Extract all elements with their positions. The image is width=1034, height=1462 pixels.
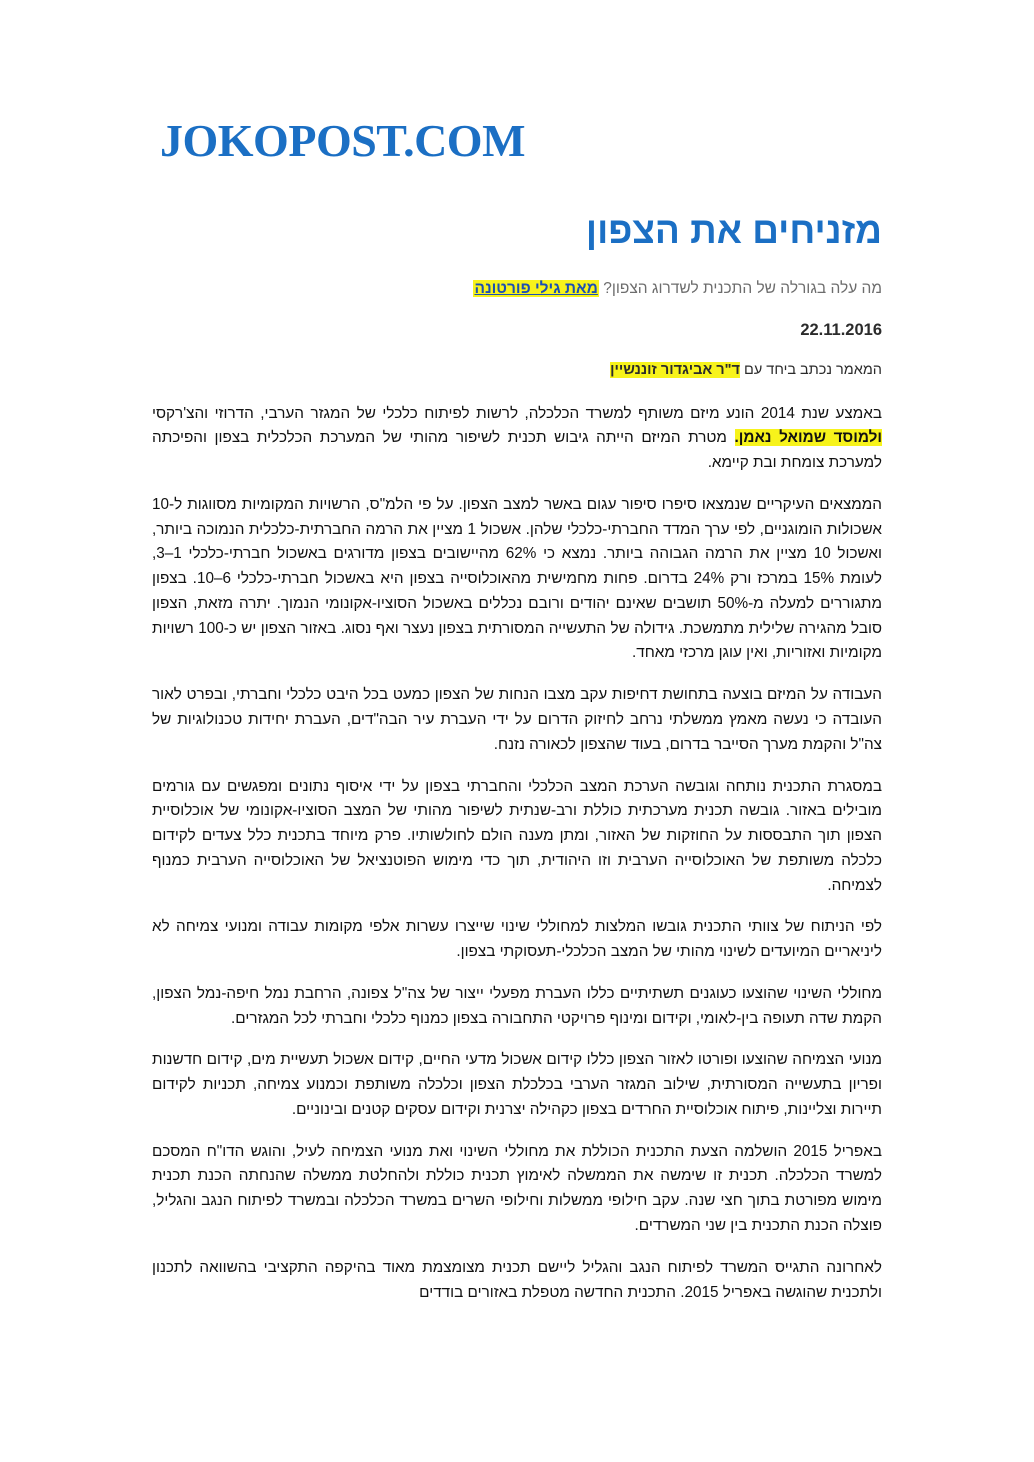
coauthor-prefix: המאמר נכתב ביחד עם [744, 361, 882, 378]
author-byline-link[interactable]: מאת גילי פורטונה [474, 280, 598, 298]
article-body [152, 402, 882, 1306]
site-logo[interactable]: JOKOPOST.COM [160, 115, 525, 166]
paragraph-text: באפריל 2015 הושלמה הצעת התכנית הכוללת את מחוללי השינוי ואת מנועי הצמיחה לעיל, והוגש הדו"ח המסכם למשרד הכלכלה. תכנית זו שימשה את הממשלה לאימוץ תכנית כוללת ולהחלטת ממשלה שהנחתה הכנת תכנית מימוש מפורטת בתוך חצי שנה. עקב חילופי ממשלות וחילופי השרים במשרד הכלכלה ובמשרד לפיתוח הנגב והגליל, פוצלה הכנת התכנית בין שני המשרדים. [152, 1142, 882, 1235]
paragraph-text: הממצאים העיקריים שנמצאו סיפרו סיפור עגום באשר למצב הצפון. על פי הלמ"ס, הרשויות המקומיות מסווגות ל-10 אשכולות הומוגניים, לפי ערך המדד החברתי-כלכלי שלהן. אשכול 1 מציין את הרמה החברתית-כלכלית הנמוכה ביותר, ואשכול 10 מציין את הרמה הגבוהה ביותר. נמצא כי 62% מהיישובים בצפון מדורגים באשכול חברתי-כלכלי 1–3, לעומת 15% במרכז ורק 24% בדרום. פחות מחמישית מהאוכלוסייה בצפון היא באשכול חברתי-כלכלי 6–10. בצפון מתגוררים למעלה מ-50% תושבים שאינם יהודים ורובם נכללים באשכול הסוציו-אקונומי הנמוך. יתרה מזאת, הצפון סובל מהגירה שלילית מתמשכת. גידולה של התעשייה המסורתית בצפון נעצר ואף נסוג. באזור הצפון יש כ-100 רשויות מקומיות ואזוריות, ואין עוגן מרכזי מאחד. [152, 495, 883, 662]
article-paragraph [152, 915, 882, 965]
subheadline-text: מה עלה בגורלה של התכנית לשדרוג הצפון? [603, 280, 882, 298]
article-paragraph [152, 1256, 882, 1306]
publish-date: 22.11.2016 [800, 320, 882, 339]
article-content [0, 210, 1034, 1305]
article-paragraph [152, 775, 882, 899]
paragraph-text: לאחרונה התגייס המשרד לפיתוח הנגב והגליל ליישם תכנית מצומצמת מאוד בהיקפה התקציבי בהשוואה לתכנון ולתכנית שהוגשה באפריל 2015. התכנית החדשה מטפלת באזורים בודדים [152, 1258, 882, 1301]
paragraph-text: העבודה על המיזם בוצעה בתחושת דחיפות עקב מצבו הנחות של הצפון כמעט בכל היבט כלכלי וחברתי, ובפרט לאור העובדה כי נעשה מאמץ ממשלתי נרחב לחיזוק הדרום על ידי העברת עיר הבה"דים, העברת יחידות טכנולוגיות של צה"ל והקמת מערך הסייבר בדרום, בעוד שהצפון לכאורה נזנח. [152, 686, 882, 753]
article-paragraph [152, 493, 882, 666]
page-title: מזניחים את הצפון [585, 210, 882, 251]
paragraph-text: מטרת המיזם הייתה גיבוש תכנית לשיפור מהותי של המערכת הכלכלית בצפון והפיכתה למערכת צומחת ובת קיימא. [152, 429, 882, 472]
article-paragraph [152, 1048, 882, 1122]
article-subheadline [152, 277, 882, 300]
article-paragraph [152, 402, 882, 476]
article-paragraph [152, 683, 882, 757]
article-paragraph [152, 982, 882, 1032]
masthead [0, 0, 1034, 164]
paragraph-text: באמצע שנת 2014 הונע מיזם משותף למשרד הכלכלה, לרשות לפיתוח כלכלי של המגזר הערבי, הדרוזי והצ'רקסי [152, 404, 882, 422]
coauthor-name: ד"ר אביגדור זוננשיין [610, 361, 740, 378]
paragraph-text: מנועי הצמיחה שהוצעו ופורטו לאזור הצפון כללו קידום אשכול מדעי החיים, קידום אשכול תעשיית מים, קידום חדשנות ופריון בתעשייה המסורתית, שילוב המגזר הערבי בכלכלת הצפון וכלכלה משותפת וכמנוע צמיחה, תכניות לקידום תיירות וצליינות, פיתוח אוכלוסיית החרדים בצפון כקהילה יצרנית וקידום עסקים קטנים ובינוניים. [152, 1051, 882, 1118]
highlighted-text: ולמוסד שמואל נאמן. [734, 429, 882, 447]
paragraph-text: מחוללי השינוי שהוצעו כעוגנים תשתיתיים כללו העברת מפעלי ייצור של צה"ל צפונה, הרחבת נמל חיפה-נמל הצפון, הקמת שדה תעופה בין-לאומי, וקידום ומינוף פרויקטי התחבורה בצפון כמנוף כלכלי וחברתי לכל המגזרים. [152, 984, 882, 1027]
coauthor-note [152, 362, 882, 378]
article-paragraph [152, 1140, 882, 1239]
paragraph-text: במסגרת התכנית נותחה וגובשה הערכת המצב הכלכלי והחברתי בצפון על ידי איסוף נתונים ומפגשים עם גורמים מובילים באזור. גובשה תכנית מערכתית כוללת ורב-שנתית לשיפור מהותי של המצב הסוציו-אקונומי של אוכלוסיית הצפון תוך התבססות על החוזקות של האזור, ומתן מענה הולם לחולשותיו. פרק מיוחד בתכנית כלל צעדים לקידום כלכלה משותפת של האוכלוסייה הערבית וזו היהודית, תוך כדי מימוש הפוטנציאל של האוכלוסייה הערבית כמנוף לצמיחה. [152, 777, 882, 894]
paragraph-text: לפי הניתוח של צוותי התכנית גובשו המלצות למחוללי שינוי שייצרו עשרות אלפי מקומות עבודה ומנועי צמיחה לא ליניאריים המיועדים לשינוי מהותי של המצב הכלכלי-תעסוקתי בצפון. [152, 918, 882, 961]
